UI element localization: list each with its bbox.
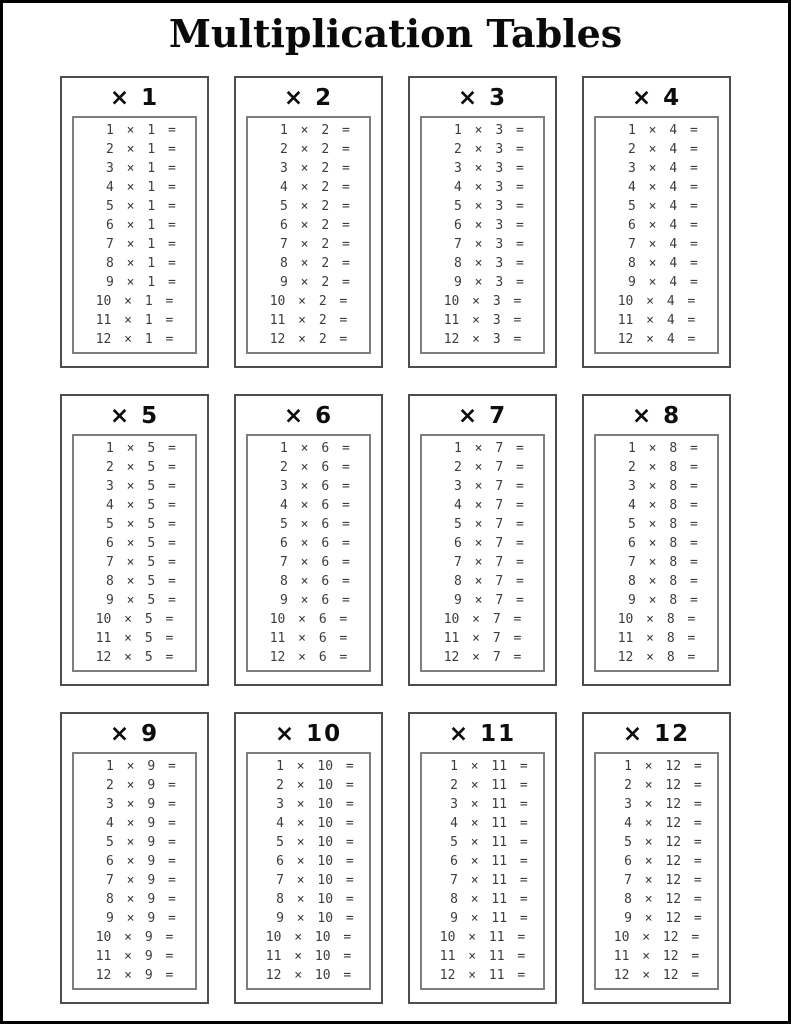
problem-row: 1 × 4 = [615,122,698,138]
problem-row: 9 × 3 = [441,274,524,290]
problem-row: 12 × 5 = [95,649,174,665]
times-table-card [582,394,731,686]
problem-row: 9 × 1 = [93,274,176,290]
problem-row: 11 × 11 = [439,948,526,964]
problem-row: 11 × 4 = [617,312,696,328]
problem-row: 6 × 7 = [441,535,524,551]
problem-row: 6 × 2 = [267,217,350,233]
problem-list [72,116,197,354]
problem-list [420,434,545,672]
problem-row: 2 × 1 = [93,141,176,157]
problem-row: 8 × 10 = [263,891,354,907]
problem-row: 7 × 2 = [267,236,350,252]
problem-row: 5 × 9 = [93,834,176,850]
problem-row: 11 × 6 = [269,630,348,646]
problem-row: 8 × 1 = [93,255,176,271]
problem-list [246,752,371,990]
times-table-card [234,394,383,686]
problem-row: 8 × 3 = [441,255,524,271]
problem-row: 9 × 9 = [93,910,176,926]
problem-row: 12 × 10 = [265,967,352,983]
problem-row: 1 × 7 = [441,440,524,456]
problem-row: 1 × 5 = [93,440,176,456]
problem-row: 5 × 1 = [93,198,176,214]
problem-row: 9 × 4 = [615,274,698,290]
problem-row: 4 × 6 = [267,497,350,513]
table-header: × 4 [631,84,682,111]
problem-row: 11 × 3 = [443,312,522,328]
problem-row: 1 × 6 = [267,440,350,456]
problem-row: 12 × 7 = [443,649,522,665]
problem-row: 4 × 10 = [263,815,354,831]
problem-row: 11 × 1 = [95,312,174,328]
problem-row: 10 × 1 = [95,293,174,309]
table-header: × 1 [109,84,160,111]
problem-row: 5 × 12 = [611,834,702,850]
problem-row: 2 × 11 = [437,777,528,793]
problem-row: 7 × 6 = [267,554,350,570]
problem-row: 5 × 7 = [441,516,524,532]
problem-row: 8 × 5 = [93,573,176,589]
times-table-card [582,76,731,368]
problem-row: 7 × 4 = [615,236,698,252]
problem-row: 4 × 3 = [441,179,524,195]
problem-row: 8 × 12 = [611,891,702,907]
times-table-card [60,76,209,368]
problem-row: 2 × 7 = [441,459,524,475]
times-table-card [60,712,209,1004]
problem-row: 5 × 8 = [615,516,698,532]
problem-row: 11 × 12 = [613,948,700,964]
problem-row: 2 × 5 = [93,459,176,475]
problem-row: 10 × 4 = [617,293,696,309]
problem-row: 2 × 12 = [611,777,702,793]
problem-row: 1 × 12 = [611,758,702,774]
page-title: Multiplication Tables [168,11,623,56]
table-header: × 6 [283,402,334,429]
problem-row: 8 × 9 = [93,891,176,907]
problem-list [246,116,371,354]
problem-row: 3 × 8 = [615,478,698,494]
problem-row: 10 × 10 = [265,929,352,945]
problem-row: 2 × 8 = [615,459,698,475]
problem-row: 6 × 5 = [93,535,176,551]
problem-row: 12 × 3 = [443,331,522,347]
problem-list [594,116,719,354]
problem-list [594,752,719,990]
problem-row: 2 × 4 = [615,141,698,157]
problem-row: 3 × 2 = [267,160,350,176]
problem-row: 12 × 6 = [269,649,348,665]
problem-row: 4 × 7 = [441,497,524,513]
problem-row: 3 × 5 = [93,478,176,494]
problem-row: 10 × 7 = [443,611,522,627]
table-header: × 10 [274,720,343,747]
problem-row: 5 × 5 = [93,516,176,532]
problem-row: 6 × 4 = [615,217,698,233]
problem-row: 9 × 5 = [93,592,176,608]
problem-row: 6 × 1 = [93,217,176,233]
problem-row: 10 × 8 = [617,611,696,627]
problem-row: 6 × 11 = [437,853,528,869]
problem-row: 12 × 4 = [617,331,696,347]
problem-row: 9 × 11 = [437,910,528,926]
problem-row: 12 × 1 = [95,331,174,347]
problem-row: 3 × 10 = [263,796,354,812]
problem-row: 4 × 9 = [93,815,176,831]
problem-row: 1 × 11 = [437,758,528,774]
problem-row: 8 × 7 = [441,573,524,589]
problem-row: 5 × 10 = [263,834,354,850]
problem-row: 11 × 10 = [265,948,352,964]
problem-list [594,434,719,672]
problem-row: 7 × 1 = [93,236,176,252]
problem-row: 9 × 10 = [263,910,354,926]
problem-row: 3 × 11 = [437,796,528,812]
problem-row: 12 × 2 = [269,331,348,347]
problem-row: 3 × 9 = [93,796,176,812]
problem-list [420,116,545,354]
problem-row: 3 × 7 = [441,478,524,494]
problem-row: 6 × 10 = [263,853,354,869]
problem-row: 11 × 5 = [95,630,174,646]
problem-row: 9 × 8 = [615,592,698,608]
problem-row: 6 × 3 = [441,217,524,233]
problem-row: 10 × 3 = [443,293,522,309]
problem-list [246,434,371,672]
problem-row: 2 × 6 = [267,459,350,475]
problem-row: 8 × 11 = [437,891,528,907]
problem-row: 9 × 2 = [267,274,350,290]
problem-row: 7 × 11 = [437,872,528,888]
problem-row: 8 × 8 = [615,573,698,589]
times-table-card [60,394,209,686]
problem-row: 6 × 8 = [615,535,698,551]
problem-row: 5 × 6 = [267,516,350,532]
problem-row: 9 × 12 = [611,910,702,926]
table-header: × 11 [448,720,517,747]
problem-row: 7 × 3 = [441,236,524,252]
problem-row: 7 × 8 = [615,554,698,570]
problem-row: 10 × 5 = [95,611,174,627]
problem-row: 10 × 12 = [613,929,700,945]
problem-row: 10 × 11 = [439,929,526,945]
problem-row: 12 × 11 = [439,967,526,983]
problem-row: 2 × 3 = [441,141,524,157]
problem-row: 12 × 9 = [95,967,174,983]
problem-row: 11 × 2 = [269,312,348,328]
problem-row: 2 × 9 = [93,777,176,793]
problem-row: 4 × 12 = [611,815,702,831]
problem-row: 5 × 4 = [615,198,698,214]
problem-row: 1 × 2 = [267,122,350,138]
problem-row: 7 × 12 = [611,872,702,888]
problem-row: 6 × 12 = [611,853,702,869]
problem-row: 1 × 10 = [263,758,354,774]
problem-row: 10 × 6 = [269,611,348,627]
tables-grid [60,76,788,1004]
problem-row: 11 × 7 = [443,630,522,646]
problem-list [72,434,197,672]
problem-row: 3 × 4 = [615,160,698,176]
problem-row: 3 × 12 = [611,796,702,812]
times-table-card [234,712,383,1004]
problem-row: 8 × 4 = [615,255,698,271]
table-header: × 8 [631,402,682,429]
problem-row: 8 × 2 = [267,255,350,271]
problem-row: 1 × 3 = [441,122,524,138]
table-header: × 5 [109,402,160,429]
problem-row: 5 × 2 = [267,198,350,214]
problem-row: 1 × 1 = [93,122,176,138]
problem-row: 1 × 9 = [93,758,176,774]
problem-row: 5 × 3 = [441,198,524,214]
problem-row: 8 × 6 = [267,573,350,589]
problem-row: 4 × 11 = [437,815,528,831]
times-table-card [408,394,557,686]
table-header: × 7 [457,402,508,429]
problem-row: 4 × 5 = [93,497,176,513]
problem-row: 11 × 8 = [617,630,696,646]
times-table-card [408,712,557,1004]
problem-row: 6 × 6 = [267,535,350,551]
table-header: × 9 [109,720,160,747]
problem-row: 4 × 1 = [93,179,176,195]
problem-row: 9 × 7 = [441,592,524,608]
problem-row: 4 × 4 = [615,179,698,195]
problem-row: 3 × 1 = [93,160,176,176]
problem-row: 4 × 2 = [267,179,350,195]
problem-list [72,752,197,990]
problem-row: 11 × 9 = [95,948,174,964]
problem-row: 3 × 3 = [441,160,524,176]
table-header: × 2 [283,84,334,111]
table-header: × 12 [622,720,691,747]
problem-row: 4 × 8 = [615,497,698,513]
times-table-card [408,76,557,368]
problem-row: 6 × 9 = [93,853,176,869]
problem-row: 3 × 6 = [267,478,350,494]
problem-row: 7 × 9 = [93,872,176,888]
problem-row: 1 × 8 = [615,440,698,456]
problem-row: 7 × 10 = [263,872,354,888]
problem-row: 9 × 6 = [267,592,350,608]
problem-list [420,752,545,990]
table-header: × 3 [457,84,508,111]
problem-row: 5 × 11 = [437,834,528,850]
problem-row: 12 × 12 = [613,967,700,983]
problem-row: 2 × 2 = [267,141,350,157]
problem-row: 2 × 10 = [263,777,354,793]
problem-row: 10 × 2 = [269,293,348,309]
problem-row: 7 × 7 = [441,554,524,570]
problem-row: 12 × 8 = [617,649,696,665]
problem-row: 10 × 9 = [95,929,174,945]
times-table-card [582,712,731,1004]
times-table-card [234,76,383,368]
problem-row: 7 × 5 = [93,554,176,570]
